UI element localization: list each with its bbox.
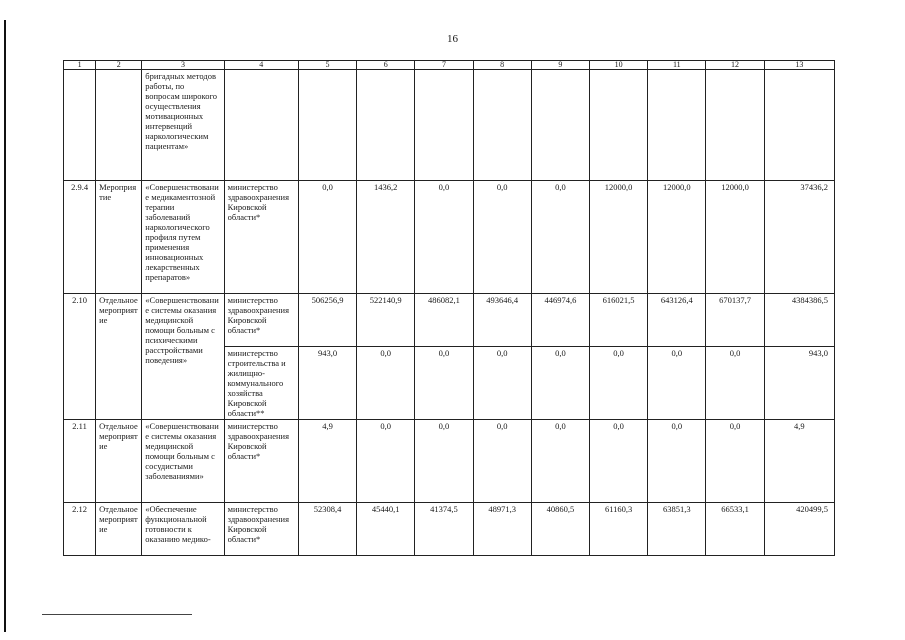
cell-value: 0,0	[473, 420, 531, 503]
cell-value: 0,0	[531, 181, 589, 294]
table-row-2-11	[64, 420, 835, 503]
binding-edge-line	[4, 20, 6, 632]
table-row-2-12	[64, 503, 835, 556]
cell-value: 506256,9	[298, 294, 356, 347]
cell	[648, 70, 706, 181]
cell-value: 0,0	[415, 420, 473, 503]
cell-code: 2.10	[64, 294, 96, 420]
cell	[764, 70, 834, 181]
cell-value: 66533,1	[706, 503, 764, 556]
cell-code: 2.12	[64, 503, 96, 556]
cell-value: 0,0	[648, 347, 706, 420]
col-header: 6	[357, 61, 415, 70]
cell	[706, 70, 764, 181]
cell	[473, 70, 531, 181]
col-header: 7	[415, 61, 473, 70]
cell-description: «Совершенствование системы оказания медицинской помощи больным с сосудистыми заболеваниями»	[142, 420, 224, 503]
col-header: 8	[473, 61, 531, 70]
table-row-2-9-4	[64, 181, 835, 294]
cell-value: 0,0	[531, 420, 589, 503]
table-row-continuation	[64, 70, 835, 181]
col-header: 9	[531, 61, 589, 70]
cell-value: 12000,0	[706, 181, 764, 294]
cell	[415, 70, 473, 181]
cell-description: бригадных методов работы, по вопросам широкого осуществления мотивационных интервенций наркологическим пациентам»	[142, 70, 224, 181]
cell-description: «Обеспечение функциональной готовности к оказанию медико-	[142, 503, 224, 556]
cell-value: 41374,5	[415, 503, 473, 556]
cell-value: 0,0	[357, 420, 415, 503]
cell-value: 522140,9	[357, 294, 415, 347]
cell-value: 670137,7	[706, 294, 764, 347]
cell-total: 943,0	[764, 347, 834, 420]
cell-value: 0,0	[415, 347, 473, 420]
cell-value: 0,0	[357, 347, 415, 420]
cell	[64, 70, 96, 181]
cell-description: «Совершенствование медикаментозной терапии заболеваний наркологического профиля путем применения инновационных лекарственных препаратов»	[142, 181, 224, 294]
cell-value: 0,0	[648, 420, 706, 503]
cell-value: 0,0	[531, 347, 589, 420]
cell-value: 0,0	[298, 181, 356, 294]
cell-value: 12000,0	[648, 181, 706, 294]
cell-executor: министерство здравоохранения Кировской области*	[224, 503, 298, 556]
cell-value: 0,0	[589, 347, 647, 420]
cell-value: 0,0	[706, 420, 764, 503]
cell-value: 4,9	[298, 420, 356, 503]
col-header: 11	[648, 61, 706, 70]
cell-value: 48971,3	[473, 503, 531, 556]
cell-value: 0,0	[415, 181, 473, 294]
col-header: 5	[298, 61, 356, 70]
cell-value: 643126,4	[648, 294, 706, 347]
cell-description: «Совершенствование системы оказания медицинской помощи больным с психическими расстройствами поведения»	[142, 294, 224, 420]
cell-executor: министерство здравоохранения Кировской области*	[224, 181, 298, 294]
cell-total: 420499,5	[764, 503, 834, 556]
cell-value: 63851,3	[648, 503, 706, 556]
cell-code: 2.11	[64, 420, 96, 503]
table-row-2-10-a	[64, 294, 835, 347]
col-header: 10	[589, 61, 647, 70]
cell-total: 4,9	[764, 420, 834, 503]
cell-type: Мероприятие	[96, 181, 142, 294]
cell-value: 61160,3	[589, 503, 647, 556]
cell	[589, 70, 647, 181]
col-header: 3	[142, 61, 224, 70]
cell-value: 943,0	[298, 347, 356, 420]
cell-value: 45440,1	[357, 503, 415, 556]
cell-value: 0,0	[473, 347, 531, 420]
cell-executor: министерство строительства и жилищно-коммунального хозяйства Кировской области**	[224, 347, 298, 420]
cell	[298, 70, 356, 181]
cell-value: 40860,5	[531, 503, 589, 556]
cell-value: 446974,6	[531, 294, 589, 347]
cell	[224, 70, 298, 181]
cell-value: 493646,4	[473, 294, 531, 347]
column-number-header-row	[64, 61, 835, 70]
cell-executor: министерство здравоохранения Кировской области*	[224, 294, 298, 347]
cell-value: 12000,0	[589, 181, 647, 294]
cell-executor: министерство здравоохранения Кировской области*	[224, 420, 298, 503]
col-header: 4	[224, 61, 298, 70]
cell-total: 4384386,5	[764, 294, 834, 347]
footnote-separator-line	[42, 614, 192, 615]
page-number: 16	[447, 33, 458, 45]
cell-value: 0,0	[706, 347, 764, 420]
budget-table	[63, 60, 835, 556]
col-header: 13	[764, 61, 834, 70]
cell-code: 2.9.4	[64, 181, 96, 294]
cell-value: 0,0	[589, 420, 647, 503]
cell-type: Отдельное мероприятие	[96, 294, 142, 420]
cell-total: 37436,2	[764, 181, 834, 294]
cell-type: Отдельное мероприятие	[96, 420, 142, 503]
col-header: 12	[706, 61, 764, 70]
cell-value: 486082,1	[415, 294, 473, 347]
cell-type: Отдельное мероприятие	[96, 503, 142, 556]
cell-value: 1436,2	[357, 181, 415, 294]
cell-value: 0,0	[473, 181, 531, 294]
cell	[357, 70, 415, 181]
col-header: 1	[64, 61, 96, 70]
cell-value: 52308,4	[298, 503, 356, 556]
cell-value: 616021,5	[589, 294, 647, 347]
cell	[531, 70, 589, 181]
col-header: 2	[96, 61, 142, 70]
cell	[96, 70, 142, 181]
